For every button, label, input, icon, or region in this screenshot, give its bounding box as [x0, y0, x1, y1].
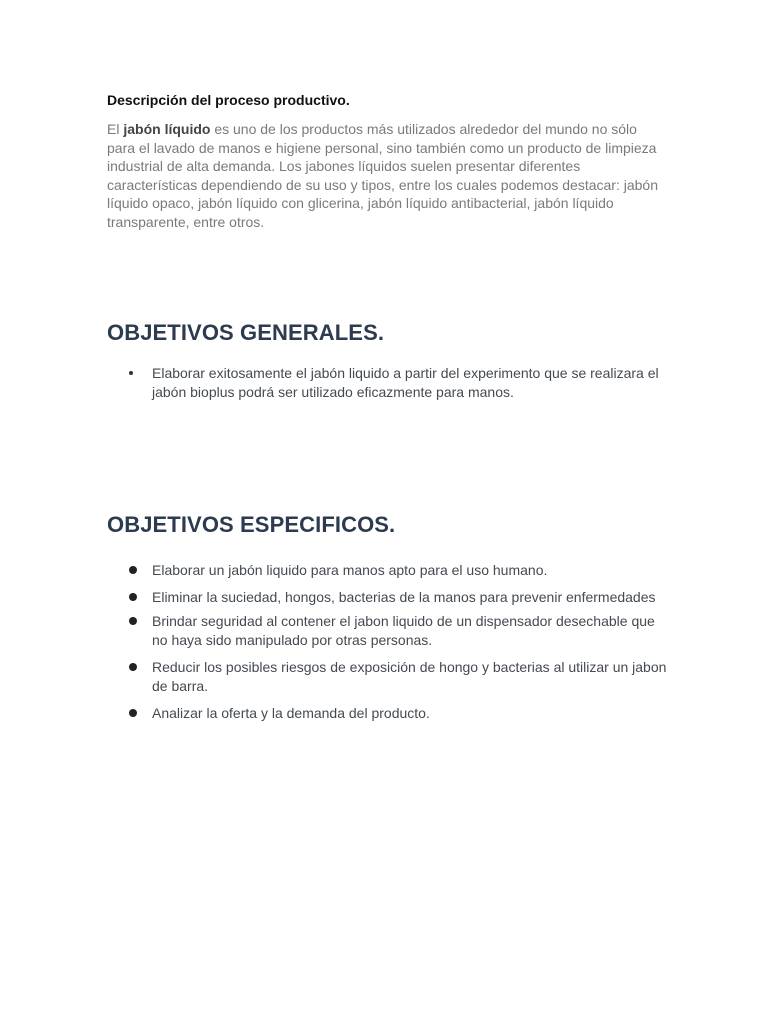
list-item-text: Elaborar un jabón liquido para manos apto para el uso humano.	[152, 562, 548, 578]
list-item	[107, 704, 667, 723]
bullet-icon	[129, 663, 137, 671]
bullet-icon	[129, 566, 137, 574]
specific-objectives-list	[107, 561, 667, 731]
general-objectives-list	[107, 364, 667, 402]
general-objectives-heading: OBJETIVOS GENERALES.	[107, 320, 385, 345]
description-rest: es uno de los productos más utilizados alrededor del mundo no sólo para el lavado de manos e higiene personal, sino también como un producto de limpieza industrial de alta demanda. Los jabones líquidos suelen presentar diferentes características dependiendo de su uso y tipos, entre los cuales podemos destacar: jabón líquido opaco, jabón líquido con glicerina, jabón líquido antibacterial, jabón líquido transparente, entre otros.	[107, 121, 658, 230]
list-item	[107, 364, 667, 402]
bullet-icon	[129, 371, 133, 375]
bullet-icon	[129, 593, 137, 601]
description-title: Descripción del proceso productivo.	[107, 92, 350, 108]
specific-objectives-heading: OBJETIVOS ESPECIFICOS.	[107, 512, 396, 537]
list-item	[107, 588, 667, 607]
bullet-icon	[129, 709, 137, 717]
description-prefix: El	[107, 121, 124, 137]
list-item-text: Analizar la oferta y la demanda del producto.	[152, 705, 430, 721]
list-item	[107, 561, 667, 580]
list-item-text: Brindar seguridad al contener el jabon liquido de un dispensador desechable que no haya sido manipulado por otras personas.	[152, 613, 655, 648]
list-item-text: Eliminar la suciedad, hongos, bacterias de la manos para prevenir enfermedades	[152, 589, 656, 605]
list-item-text: Reducir los posibles riesgos de exposición de hongo y bacterias al utilizar un jabon de barra.	[152, 659, 667, 694]
bullet-icon	[129, 617, 137, 625]
description-paragraph	[107, 120, 667, 232]
description-bold-term: jabón líquido	[123, 121, 211, 137]
list-item-text: Elaborar exitosamente el jabón liquido a partir del experimento que se realizara el jabón bioplus podrá ser utilizado eficazmente para manos.	[152, 365, 659, 400]
list-item	[107, 658, 667, 696]
list-item	[107, 612, 667, 650]
